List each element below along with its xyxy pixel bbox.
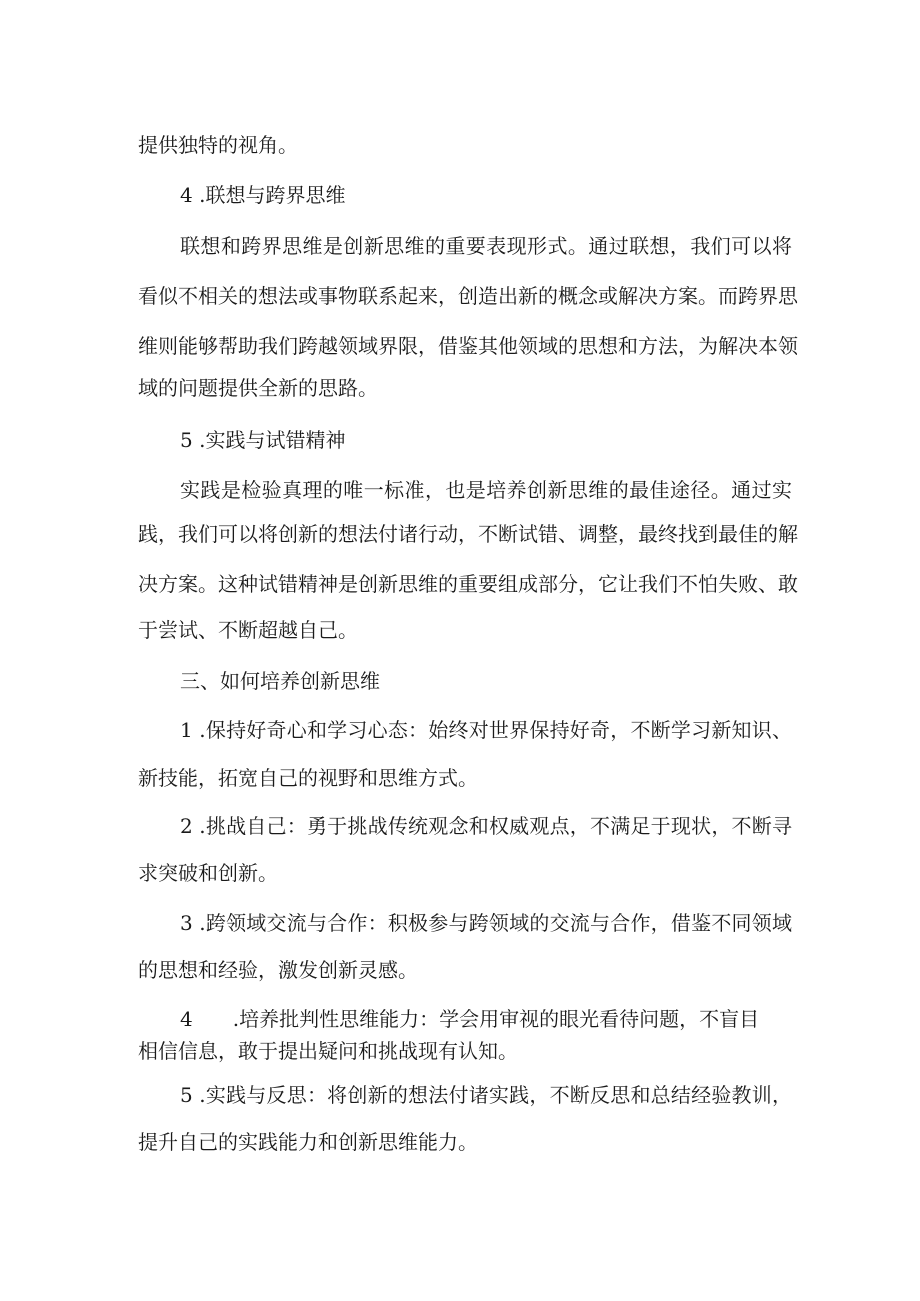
text-line: 实践是检验真理的唯一标准，也是培养创新思维的最佳途径。通过实 (180, 478, 792, 502)
text-line: 看似不相关的想法或事物联系起来，创造出新的概念或解决方案。而跨界思 (138, 284, 798, 308)
text-line: 联想和跨界思维是创新思维的重要表现形式。通过联想，我们可以将 (180, 234, 792, 258)
list-item: 3 .跨领域交流与合作：积极参与跨领域的交流与合作，借鉴不同领域 (180, 911, 792, 935)
text-line: 新技能，拓宽自己的视野和思维方式。 (138, 766, 478, 790)
text-line: 的思想和经验，激发创新灵感。 (138, 958, 418, 982)
list-item: 4 .培养批判性思维能力：学会用审视的眼光看待问题，不盲目 (180, 1007, 760, 1031)
text-line: 决方案。这种试错精神是创新思维的重要组成部分，它让我们不怕失败、敢 (138, 572, 798, 596)
list-item: 2 .挑战自己：勇于挑战传统观念和权威观点，不满足于现状，不断寻 (180, 814, 792, 838)
section-heading: 4 .联想与跨界思维 (180, 183, 346, 207)
section-heading: 5 .实践与试错精神 (180, 428, 346, 452)
text-line: 于尝试、不断超越自己。 (138, 618, 358, 642)
text-line: 提升自己的实践能力和创新思维能力。 (138, 1130, 478, 1154)
text-line: 相信信息，敢于提出疑问和挑战现有认知。 (138, 1039, 518, 1063)
text-line: 求突破和创新。 (138, 861, 278, 885)
section-heading: 三、如何培养创新思维 (180, 669, 380, 693)
text-line: 践，我们可以将创新的想法付诸行动，不断试错、调整，最终找到最佳的解 (138, 522, 798, 546)
list-item: 5 .实践与反思：将创新的想法付诸实践，不断反思和总结经验教训， (180, 1083, 792, 1107)
list-item: 1 .保持好奇心和学习心态：始终对世界保持好奇，不断学习新知识、 (180, 718, 792, 742)
text-line: 维则能够帮助我们跨越领域界限，借鉴其他领域的思想和方法，为解决本领 (138, 334, 798, 358)
text-line: 提供独特的视角。 (138, 133, 298, 157)
text-line: 域的问题提供全新的思路。 (138, 376, 378, 400)
